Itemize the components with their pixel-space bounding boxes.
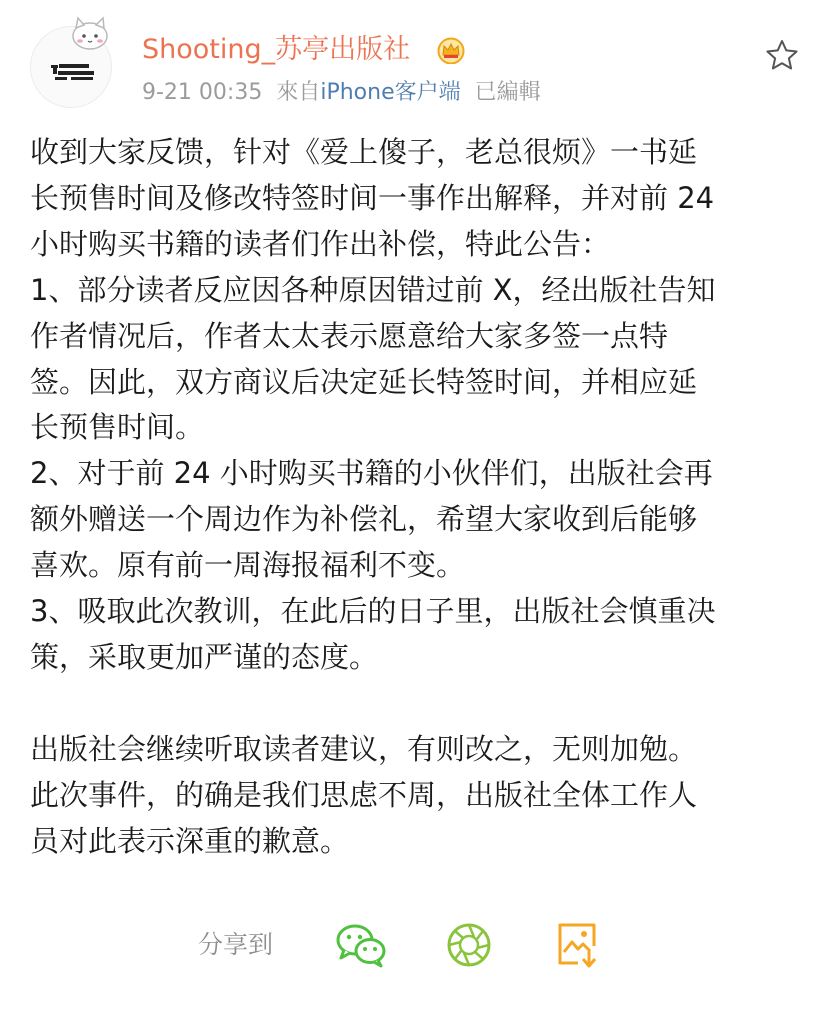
post-line: 签。因此，双方商议后决定延长特签时间，并相应延 [30,364,698,399]
post-line: 长预售时间。 [30,410,205,445]
avatar-wrapper[interactable] [26,14,116,110]
post-line: 作者情况后，作者太太表示愿意给大家多签一点特 [30,318,669,353]
post-line: 小时购买书籍的读者们作出补偿，特此公告： [30,226,611,261]
star-outline-icon[interactable] [764,38,800,72]
post-body [30,130,800,864]
post-line: 出版社会继续听取读者建议，有则改之，无则加勉。 [30,731,698,766]
post-line: 2、对于前 24 小时购买书籍的小伙伴们，出版社会再 [30,456,713,491]
share-label: 分享到 [198,930,274,959]
post-line: 1、部分读者反应因各种原因错过前 X，经出版社告知 [30,272,716,307]
save-image-icon[interactable] [554,920,602,970]
username[interactable]: Shooting_苏亭出版社 [142,34,411,65]
post-line: 收到大家反馈，针对《爱上傻子，老总很烦》一书延 [30,135,698,169]
post-meta [142,78,541,108]
paragraph-spacer [30,681,800,727]
post-line: 员对此表示深重的歉意。 [30,823,350,858]
source-link[interactable]: iPhone客户端 [320,80,461,105]
wechat-icon[interactable] [334,920,388,970]
post-line: 喜欢。原有前一周海报福利不变。 [30,548,466,583]
post-line: 此次事件，的确是我们思虑不周，出版社全体工作人 [30,777,698,812]
crown-icon[interactable] [436,36,466,64]
edited-label[interactable]: 已編輯 [474,80,541,105]
post-line: 3、吸取此次教训，在此后的日子里，出版社会慎重决 [30,594,716,629]
post-line: 长预售时间及修改特签时间一事作出解释，并对前 24 [30,180,715,215]
post-line: 额外赠送一个周边作为补偿礼，希望大家收到后能够 [30,502,698,537]
post-line: 策，采取更加严谨的态度。 [30,639,379,674]
from-label: 來自 [276,80,321,105]
post-time: 9-21 00:35 [142,80,263,105]
moments-icon[interactable] [444,920,494,970]
cat-pendant-icon [66,14,112,54]
